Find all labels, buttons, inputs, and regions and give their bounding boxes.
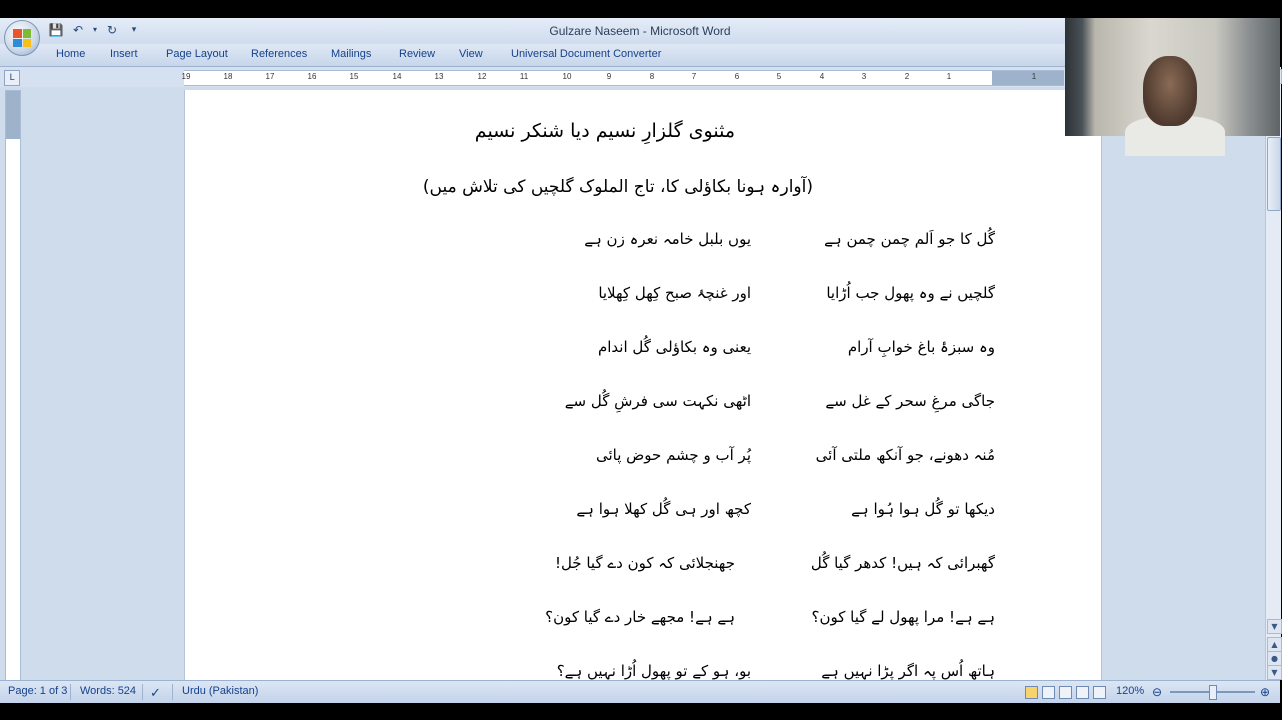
verse-right: گھبرائی کہ ہیں! کدھر گیا گُل — [810, 554, 995, 572]
page-count[interactable]: Page: 1 of 3 — [8, 685, 68, 697]
scroll-thumb[interactable] — [1267, 137, 1281, 211]
tab-insert[interactable]: Insert — [110, 48, 138, 60]
verse-left: جھنجلائی کہ کون دے گیا جُل! — [554, 554, 735, 572]
full-screen-reading-icon[interactable] — [1042, 686, 1055, 699]
ruler-tick: 8 — [649, 72, 655, 81]
ruler-tick: 3 — [861, 72, 867, 81]
vertical-ruler[interactable] — [5, 90, 21, 698]
ruler-tick: 1 — [946, 72, 952, 81]
zoom-in-icon[interactable]: ⊕ — [1260, 685, 1271, 699]
redo-icon[interactable]: ↻ — [106, 23, 118, 37]
ruler-tick: 6 — [734, 72, 740, 81]
previous-page-icon[interactable]: ▲ — [1267, 637, 1282, 652]
language-indicator[interactable]: Urdu (Pakistan) — [182, 685, 259, 697]
ruler-tick: 17 — [265, 72, 275, 81]
browse-object-icon[interactable]: ● — [1267, 651, 1282, 666]
verse-left: اٹھی نکہت سی فرشِ گُل سے — [564, 392, 751, 410]
tab-view[interactable]: View — [459, 48, 483, 60]
verse-left: بو، ہو کے تو پھول اُڑا نہیں ہے؟ — [556, 662, 751, 680]
tab-home[interactable]: Home — [56, 48, 86, 60]
ruler-tick: 11 — [519, 72, 529, 81]
ruler-tick: 14 — [392, 72, 402, 81]
horizontal-ruler[interactable] — [181, 70, 1064, 86]
window-title: Gulzare Naseem - Microsoft Word — [549, 24, 731, 38]
verse-right: گلچیں نے وہ پھول جب اُڑایا — [826, 284, 995, 302]
vertical-scrollbar[interactable] — [1265, 67, 1281, 680]
undo-dropdown-icon[interactable]: ▾ — [92, 25, 97, 34]
word-count[interactable]: Words: 524 — [80, 685, 137, 697]
webcam-person-head — [1143, 56, 1197, 126]
status-bar — [0, 680, 1280, 703]
next-page-icon[interactable]: ▼ — [1267, 665, 1282, 680]
customize-qat-icon[interactable]: ▾ — [131, 25, 137, 35]
draft-icon[interactable] — [1093, 686, 1106, 699]
verse-right: وہ سبزۂ باغ خوابِ آرام — [847, 338, 995, 356]
verse-left: اور غنچۂ صبح کِھل کِھلایا — [598, 284, 751, 302]
ruler-tick: 9 — [606, 72, 612, 81]
ruler-tick: 16 — [307, 72, 317, 81]
ruler-tick: 1 — [1031, 72, 1037, 81]
document-page[interactable] — [184, 90, 1102, 702]
ruler-tick: 18 — [223, 72, 233, 81]
zoom-out-icon[interactable]: ⊖ — [1152, 685, 1163, 699]
ruler-tick: 5 — [776, 72, 782, 81]
verse-right: ہے ہے! مرا پھول لے گیا کون؟ — [811, 608, 995, 626]
print-layout-icon[interactable] — [1025, 686, 1038, 699]
verse-left: یعنی وہ بکاؤلی گُل اندام — [597, 338, 751, 356]
verse-right: دیکھا تو گُل ہوا ہُوا ہے — [851, 500, 995, 518]
verse-left: کچھ اور ہی گُل کھلا ہوا ہے — [576, 500, 751, 518]
tab-selector-icon[interactable]: L — [4, 70, 20, 86]
outline-icon[interactable] — [1076, 686, 1089, 699]
scroll-down-icon[interactable]: ▼ — [1267, 619, 1282, 634]
tab-references[interactable]: References — [251, 48, 308, 60]
tab-universal-document-converter[interactable]: Universal Document Converter — [511, 48, 662, 60]
web-layout-icon[interactable] — [1059, 686, 1072, 699]
document-title: مثنوی گلزارِ نسیم دیا شنکر نسیم — [474, 120, 735, 142]
verse-left: ہے ہے! مجھے خار دے گیا کون؟ — [545, 608, 735, 626]
document-subtitle: (آوارہ ہونا بکاؤلی کا، تاج الملوک گلچیں کی تلاش میں) — [422, 177, 813, 197]
proofing-icon[interactable]: ✓ — [150, 685, 161, 700]
tab-mailings[interactable]: Mailings — [331, 48, 372, 60]
ruler-tick: 13 — [434, 72, 444, 81]
verse-right: گُل کا جو اَلم چمن چمن ہے — [824, 230, 995, 248]
verse-left: پُر آب و چشم حوض پائی — [595, 446, 751, 464]
zoom-level[interactable]: 120% — [1116, 685, 1145, 697]
ruler-tick: 10 — [562, 72, 572, 81]
verse-right: مُنہ دھونے، جو آنکھ ملتی آئی — [815, 446, 995, 464]
ruler-tick: 7 — [691, 72, 697, 81]
office-logo-icon — [13, 29, 31, 47]
ruler-tick: 4 — [819, 72, 825, 81]
tab-page-layout[interactable]: Page Layout — [166, 48, 228, 60]
ruler-tick: 12 — [477, 72, 487, 81]
undo-icon[interactable]: ↶ — [72, 23, 84, 37]
save-icon[interactable]: 💾 — [48, 23, 64, 37]
ruler-tick: 15 — [349, 72, 359, 81]
office-button[interactable] — [4, 20, 40, 56]
zoom-slider-thumb[interactable] — [1209, 685, 1217, 700]
webcam-overlay — [1065, 18, 1280, 136]
verse-right: جاگی مرغِ سحر کے غل سے — [825, 392, 995, 410]
ruler-tick: 2 — [904, 72, 910, 81]
verse-left: یوں بلبل خامہ نعرہ زن ہے — [584, 230, 751, 248]
verse-right: ہاتھ اُس پہ اگر پڑا نہیں ہے — [821, 662, 995, 680]
ruler-tick: 19 — [181, 72, 191, 81]
tab-review[interactable]: Review — [399, 48, 436, 60]
